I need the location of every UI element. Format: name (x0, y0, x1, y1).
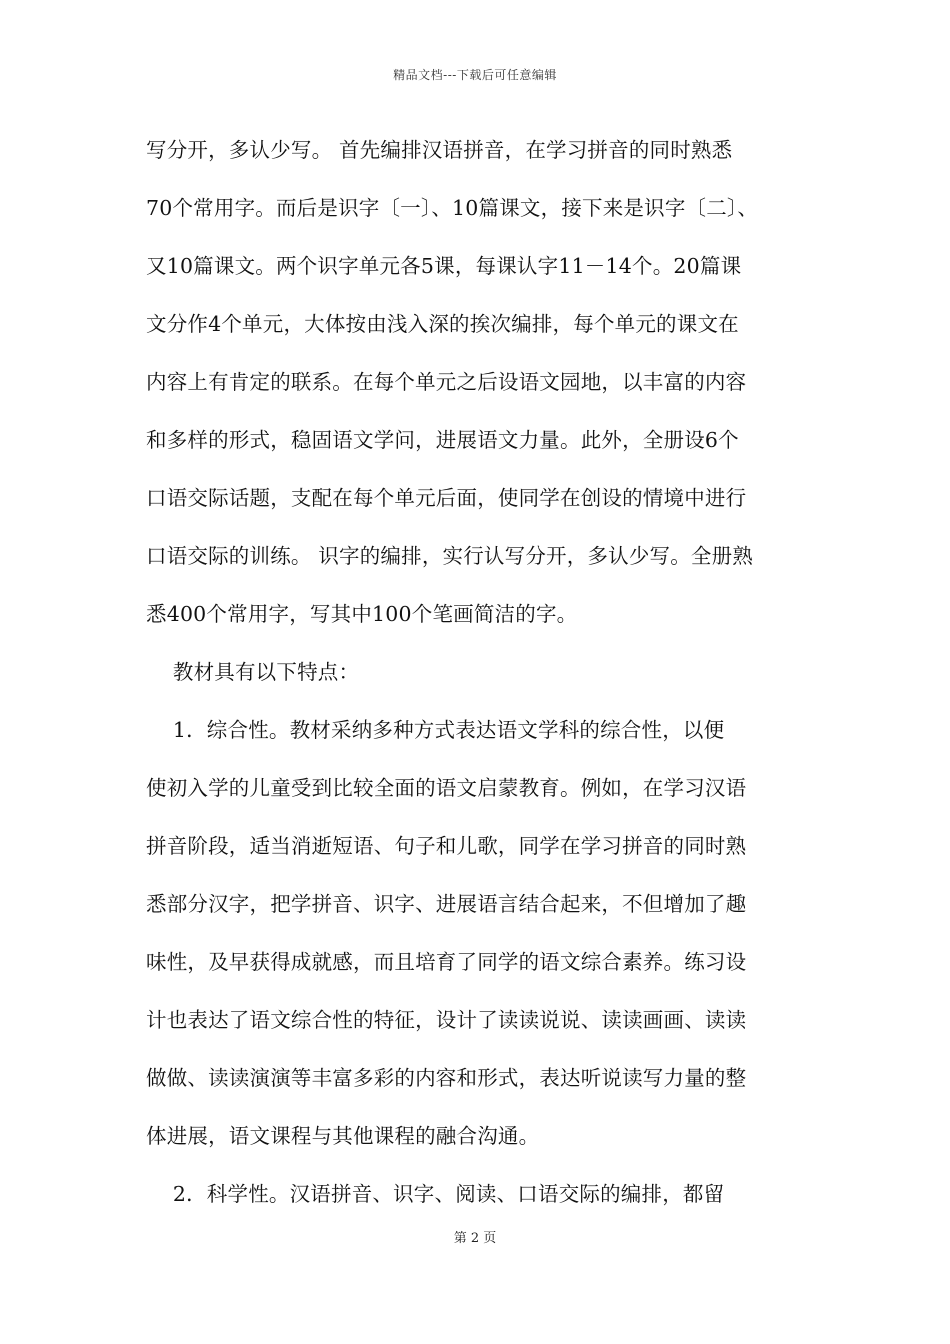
text-line: 使初入学的儿童受到比较全面的语文启蒙教育。例如，在学习汉语 (146, 776, 747, 800)
text-line: 悉部分汉字，把学拼音、识字、进展语言结合起来，不但增加了趣 (146, 892, 747, 916)
text-line: 做做、读读演演等丰富多彩的内容和形式，表达听说读写力量的整 (146, 1066, 747, 1090)
text-line: 1．综合性。教材采纳多种方式表达语文学科的综合性，以便 (146, 718, 725, 742)
page-header: 精品文档---下载后可任意编辑 (393, 68, 557, 82)
paragraph-heading: 教材具有以下特点： (146, 660, 360, 684)
text-line: 70个常用字。而后是识字〔一〕、10篇课文，接下来是识字〔二〕、 (146, 196, 759, 220)
text-line: 和多样的形式，稳固语文学问，进展语文力量。此外，全册设6个 (146, 428, 739, 452)
text-line: 体进展，语文课程与其他课程的融合沟通。 (146, 1124, 540, 1148)
text-line: 计也表达了语文综合性的特征，设计了读读说说、读读画画、读读 (146, 1008, 747, 1032)
text-line: 又10篇课文。两个识字单元各5课，每课认字11－14个。20篇课 (146, 254, 742, 278)
text-line: 2．科学性。汉语拼音、识字、阅读、口语交际的编排，都留 (146, 1182, 725, 1206)
text-line: 内容上有肯定的联系。在每个单元之后设语文园地，以丰富的内容 (146, 370, 747, 394)
text-line: 悉400个常用字，写其中100个笔画简洁的字。 (146, 602, 578, 626)
text-line: 拼音阶段，适当消逝短语、句子和儿歌，同学在学习拼音的同时熟 (146, 834, 747, 858)
text-line: 味性，及早获得成就感，而且培育了同学的语文综合素养。练习设 (146, 950, 747, 974)
text-line: 口语交际的训练。 识字的编排，实行认写分开，多认少写。全册熟 (146, 544, 754, 568)
text-line: 写分开，多认少写。 首先编排汉语拼音，在学习拼音的同时熟悉 (146, 138, 733, 162)
text-line: 口语交际话题，支配在每个单元后面，使同学在创设的情境中进行 (146, 486, 747, 510)
text-line: 文分作4个单元，大体按由浅入深的挨次编排，每个单元的课文在 (146, 312, 739, 336)
page-number: 第 2 页 (453, 1231, 497, 1246)
